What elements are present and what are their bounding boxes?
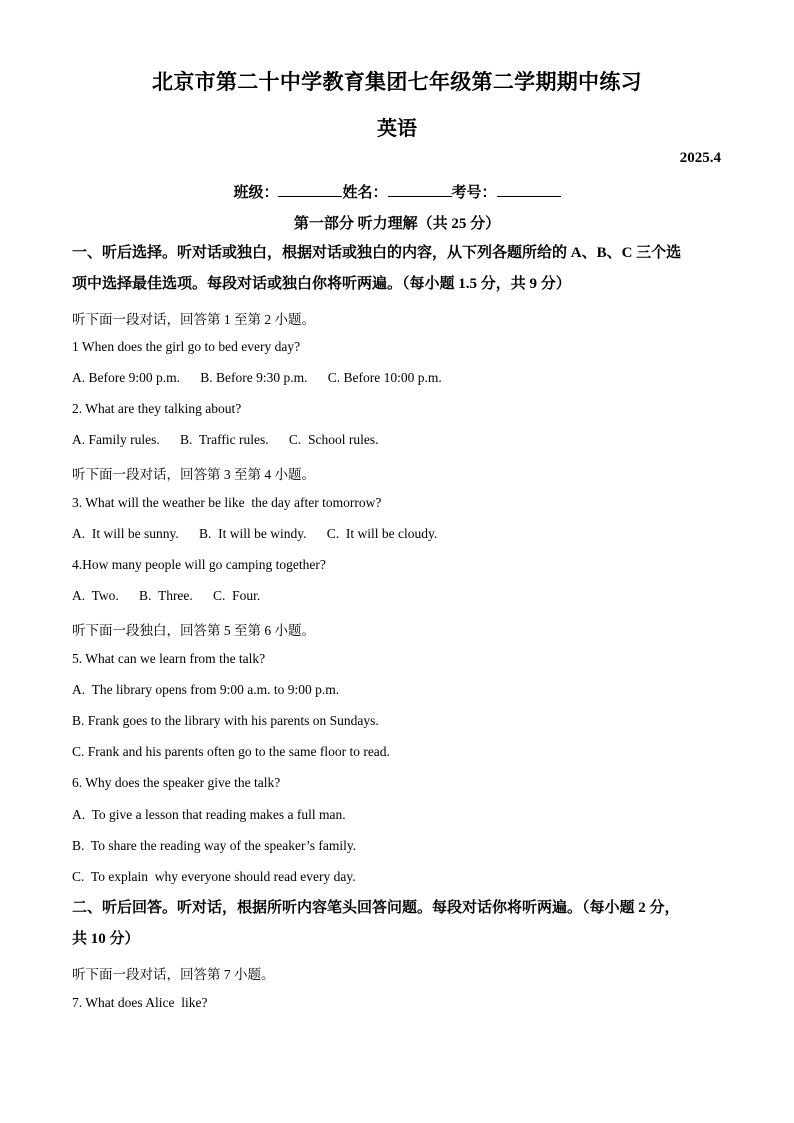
name-blank[interactable]	[388, 184, 452, 197]
question-3: 3. What will the weather be like the day after tomorrow?	[72, 495, 382, 510]
question-3-options: A. It will be sunny. B. It will be windy. C. It will be cloudy.	[72, 526, 438, 541]
section-two-intro-1: 听下面一段对话，回答第 7 小题。	[72, 967, 275, 982]
question-1-options: A. Before 9:00 p.m. B. Before 9:30 p.m. C. Before 10:00 p.m.	[72, 370, 442, 385]
section-one-intro-3: 听下面一段独白，回答第 5 至第 6 小题。	[72, 623, 315, 638]
question-4: 4.How many people will go camping together?	[72, 557, 326, 572]
exam-subject: 英语	[377, 118, 417, 140]
section-one-heading-line2: 项中选择最佳选项。每段对话或独白你将听两遍。（每小题 1.5 分，共 9 分）	[72, 276, 571, 292]
name-label: 姓名：	[342, 185, 388, 201]
exam-date: 2025.4	[679, 150, 721, 166]
question-6-option-a: A. To give a lesson that reading makes a full man.	[72, 807, 346, 822]
question-5-option-b: B. Frank goes to the library with his parents on Sundays.	[72, 713, 379, 728]
student-info-row	[0, 181, 794, 202]
section-one-intro-1: 听下面一段对话，回答第 1 至第 2 小题。	[72, 312, 315, 327]
section-two-heading	[72, 893, 732, 955]
section-one-heading-line1: 一、听后选择。听对话或独白，根据对话或独白的内容，从下列各题所给的 A、B、C 三个选	[72, 245, 682, 261]
section-one-intro-2: 听下面一段对话，回答第 3 至第 4 小题。	[72, 467, 315, 482]
question-6-option-c: C. To explain why everyone should read every day.	[72, 869, 356, 884]
question-4-options: A. Two. B. Three. C. Four.	[72, 588, 261, 603]
question-5: 5. What can we learn from the talk?	[72, 651, 266, 666]
question-7: 7. What does Alice like?	[72, 995, 208, 1010]
exam-title: 北京市第二十中学教育集团七年级第二学期期中练习	[152, 70, 642, 94]
question-5-option-a: A. The library opens from 9:00 a.m. to 9:00 p.m.	[72, 682, 340, 697]
question-5-option-c: C. Frank and his parents often go to the same floor to read.	[72, 744, 390, 759]
question-6: 6. Why does the speaker give the talk?	[72, 775, 281, 790]
section-two-heading-line2: 共 10 分）	[72, 931, 140, 947]
question-2: 2. What are they talking about?	[72, 401, 242, 416]
class-label: 班级：	[233, 185, 279, 201]
number-blank[interactable]	[497, 184, 561, 197]
question-1: 1 When does the girl go to bed every day?	[72, 339, 301, 354]
number-label: 考号：	[451, 185, 497, 201]
section-two-heading-line1: 二、听后回答。听对话，根据所听内容笔头回答问题。每段对话你将听两遍。（每小题 2 分，	[72, 900, 680, 916]
class-blank[interactable]	[278, 184, 342, 197]
section-one-heading	[72, 238, 732, 300]
question-2-options: A. Family rules. B. Traffic rules. C. School rules.	[72, 432, 379, 447]
question-6-option-b: B. To share the reading way of the speaker’s family.	[72, 838, 357, 853]
part-one-title: 第一部分 听力理解（共 25 分）	[293, 216, 501, 232]
